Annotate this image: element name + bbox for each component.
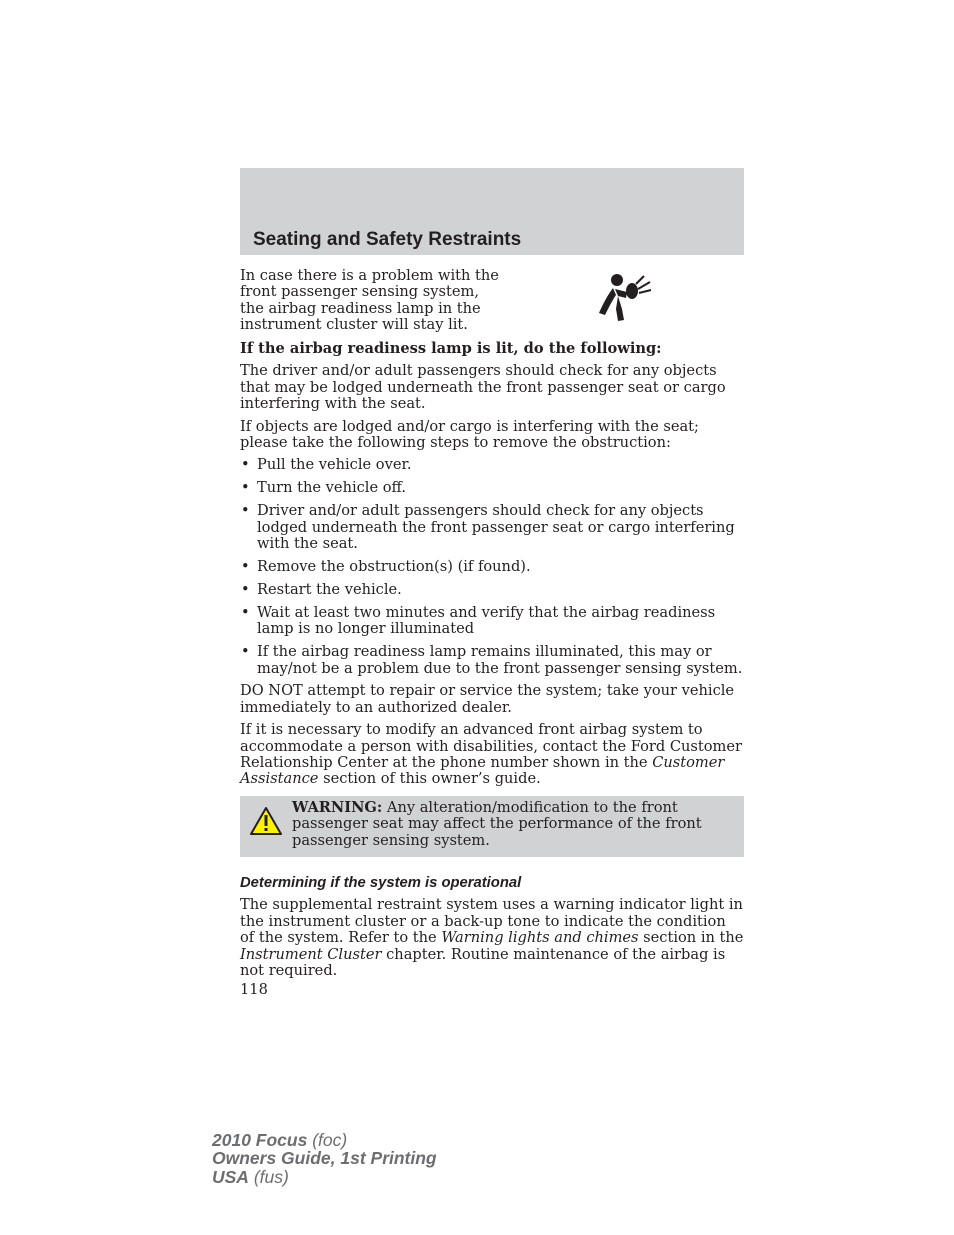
section-header [240, 168, 744, 255]
bullet: • [241, 557, 250, 575]
list-item: • Remove the obstruction(s) (if found). [241, 557, 531, 575]
instrument-cluster-reference: Instrument Cluster [240, 945, 382, 963]
bullet: • [241, 643, 250, 661]
warning-box [240, 796, 744, 857]
bullet: • [241, 603, 250, 621]
intro-block [240, 268, 744, 335]
check-paragraph: The driver and/or adult passengers should check for any objects that may be lodged underneath the front passenger seat or cargo interfering with the seat. [240, 362, 726, 413]
list-item: • Wait at least two minutes and verify that the airbag readiness lamp is no longer illuminated [241, 603, 716, 638]
dealer-paragraph: DO NOT attempt to repair or service the system; take your vehicle immediately to an authorized dealer. [240, 682, 735, 716]
list-item: • Driver and/or adult passengers should check for any objects lodged underneath the front passenger seat or cargo interfering with the seat. [241, 502, 735, 553]
intro-text: In case there is a problem with the front passenger sensing system, the airbag readiness lamp in the instrument cluster will stay lit. [240, 267, 499, 334]
modify-paragraph: If it is necessary to modify an advanced front airbag system to accommodate a person with disabilities, contact the Ford Customer Relationship Center at the phone number shown in the Customer Assistance section of this owner’s guide. [240, 721, 742, 788]
list-item: • Restart the vehicle. [241, 580, 402, 598]
subheading: Determining if the system is operational [240, 875, 522, 892]
list-item: • Pull the vehicle over. [241, 456, 412, 474]
footer [212, 1131, 437, 1186]
bullet: • [241, 502, 250, 520]
footer-line-printing: Owners Guide, 1st Printing [212, 1148, 437, 1169]
bullet: • [241, 580, 250, 598]
instruction-lead: If the airbag readiness lamp is lit, do the following: [240, 340, 662, 357]
steps-intro-paragraph: If objects are lodged and/or cargo is interfering with the seat; please take the following steps to remove the obstruction: [240, 417, 699, 452]
warning-lights-reference: Warning lights and chimes [441, 929, 639, 947]
bullet: • [241, 456, 250, 474]
footer-line-model: 2010 Focus (foc) [212, 1130, 348, 1150]
page-number: 118 [240, 980, 268, 998]
warning-triangle-icon [249, 806, 283, 836]
warning-label: WARNING: [292, 798, 383, 816]
operational-paragraph: The supplemental restraint system uses a warning indicator light in the instrument cluster or a back-up tone to indicate the condition of the system. Refer to the Warning lights and chimes section in the Instrument Cluster chapter. Routine maintenance of the airbag is not required. [240, 896, 744, 980]
footer-line-region: USA (fus) [212, 1166, 289, 1187]
customer-assistance-reference: Customer Assistance [240, 754, 725, 788]
page-content [240, 268, 744, 998]
steps-list [240, 457, 744, 676]
section-title: Seating and Safety Restraints [253, 229, 522, 250]
list-item: • If the airbag readiness lamp remains illuminated, this may or may/not be a problem due to the front passenger sensing system. [241, 643, 743, 677]
airbag-readiness-icon [596, 271, 652, 323]
list-item: • Turn the vehicle off. [241, 479, 407, 497]
warning-text: Any alteration/modification to the front passenger seat may affect the performance of the front passenger sensing system. [292, 798, 702, 849]
bullet: • [241, 479, 250, 497]
